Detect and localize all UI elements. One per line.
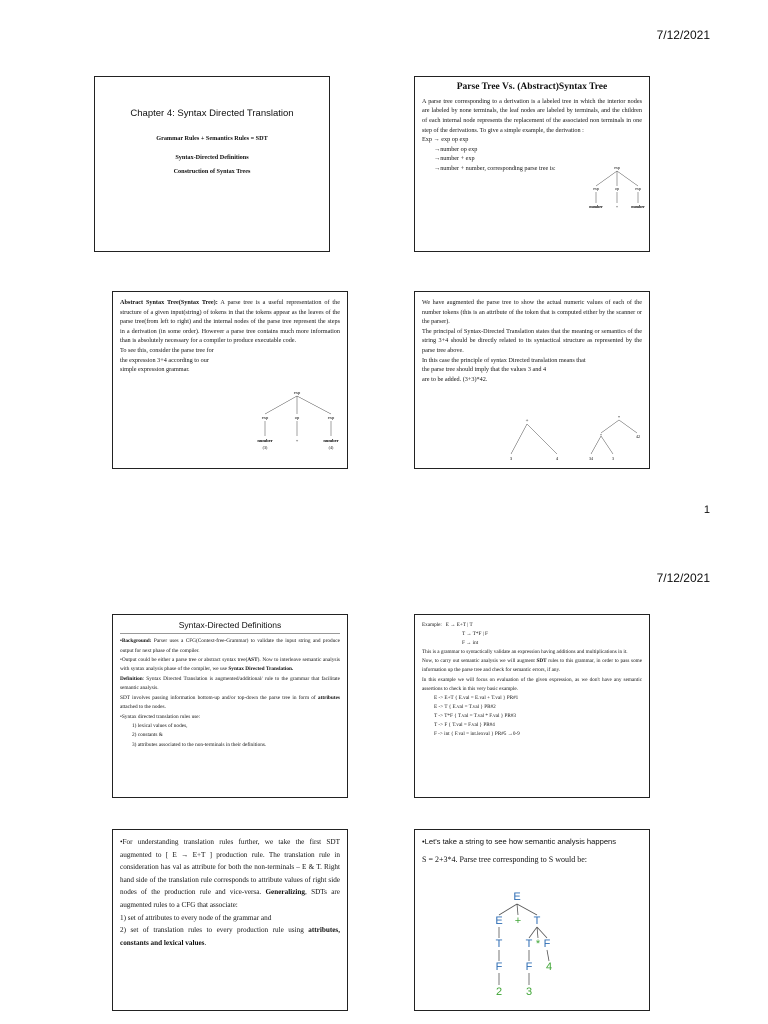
- tree-leaf: number: [323, 438, 339, 443]
- slide-heading: Parse Tree Vs. (Abstract)Syntax Tree: [456, 82, 608, 92]
- derivation-line: →number op exp: [434, 145, 478, 153]
- sdt-rule: E -> T { E.val = T.val } PR#2: [434, 703, 496, 710]
- rule-item: 3) attributes associated to the non-terminals in their definitions.: [132, 741, 267, 748]
- slide-text: AST: [247, 656, 258, 663]
- tree-node: exp: [635, 186, 641, 191]
- slide-parse-tree: [414, 76, 650, 252]
- slide-text: Construction of Syntax Trees: [173, 167, 251, 175]
- tree-leaf: +: [295, 438, 299, 443]
- slide-text: •Output could be either a parse tree or abstract syntax tree(: [120, 656, 248, 663]
- slide-text: the parse tree should imply that the values 3 and 4: [422, 366, 547, 374]
- slide-sdd-background: [112, 614, 348, 798]
- page-date: 7/12/2021: [656, 571, 710, 585]
- slide-text: Example:: [422, 622, 442, 628]
- tree-leaf: 3: [509, 456, 513, 461]
- slide-text: 2) set of translation rules to every production rule using: [120, 926, 309, 935]
- slide-text: .: [204, 938, 207, 947]
- slide-text: Syntax-Directed Definitions: [175, 154, 249, 162]
- slide-text: , SDTs are augmented rules to a CFG that associate:: [120, 888, 340, 909]
- slide-semantic-example: [414, 829, 650, 1011]
- slide-text: To see this, consider the parse tree for: [120, 347, 214, 355]
- tree-node: exp: [327, 415, 335, 420]
- tree-leaf: 34: [589, 456, 593, 461]
- sdt-rule: F -> int { F.val = int.lexval } PR#5 →0-9: [434, 731, 520, 738]
- slide-text: Grammar Rules + Semantics Rules = SDT: [156, 134, 268, 142]
- slide-paragraph: A parse tree corresponding to a derivation is a labeled tree in which the interior nodes are labeled by none terminals, the leaf nodes are labeled by terminals, and the children of each internal node represents the replacement of the associated non terminals in one step of the derivations. To give a simple example, the derivation :: [422, 97, 642, 134]
- slide-text: Now, to carry out semantic analysis we will augment: [422, 658, 537, 665]
- sdt-rule: T -> F { T.val = F.val } PR#4: [434, 722, 495, 729]
- tree-leaf: number: [631, 204, 645, 209]
- tree-leaf: 4: [555, 456, 559, 461]
- tree-leaf: +: [615, 204, 619, 209]
- tree-leaf: 2: [495, 986, 503, 998]
- slide-text: SDT: [536, 658, 547, 665]
- grammar-rule: E → E+T | T: [445, 622, 473, 628]
- tree-node: exp: [293, 390, 301, 395]
- rule-item: 2) constants &: [132, 732, 163, 739]
- slide-sdt-example: [414, 614, 650, 798]
- slide-text: ). Now to interleave semantic analysis with syntax analysis phase of the compiler, we use: [120, 656, 340, 673]
- tree-node: E: [495, 915, 503, 927]
- tree-node: T: [495, 938, 503, 950]
- tree-node: T: [533, 915, 541, 927]
- slide-lead: •Background:: [120, 638, 152, 645]
- tree-leaf: number: [257, 438, 273, 443]
- tree-leaf: number: [589, 204, 603, 209]
- slide-text: simple expression grammar.: [120, 366, 190, 374]
- slide-translation-rules: [112, 829, 348, 1011]
- slide-text: the expression 3+4 according to our: [120, 356, 209, 364]
- parse-tree-diagram: [587, 163, 647, 215]
- page-date: 7/12/2021: [656, 28, 710, 42]
- tree-node: exp: [614, 165, 620, 170]
- derivation-line: →number + number, corresponding parse tree is:: [434, 164, 556, 172]
- slide-text: •Let's take a string to see how semantic analysis happens: [422, 837, 617, 846]
- slide-paragraph: In this example we will focus on evaluation of the given expression, as we don't have any semantic assertions to check in this very basic example.: [422, 676, 642, 692]
- slide-text: Generalizing: [265, 888, 305, 897]
- slide-text: rules to this grammar, in order to pass some information up the parse tree and check for semantic errors, if any.: [422, 658, 643, 674]
- tree-node: +: [599, 432, 603, 437]
- slide-text: Syntax Directed Translation.: [228, 666, 294, 673]
- slide-lead: Abstract Syntax Tree(Syntax Tree):: [120, 299, 218, 306]
- slide-paragraph: We have augmented the parse tree to show the actual numeric values of each of the number tokens (this is an attribute of the token that is computed either by the scanner or the parser).: [422, 299, 642, 326]
- tree-node: F: [543, 938, 551, 950]
- tree-leaf: +: [514, 915, 522, 927]
- tree-node: E: [513, 891, 521, 903]
- slide-paragraph: This is a grammar to syntactically validate an expression having additions and multiplications in it.: [422, 649, 628, 656]
- slide-abstract-syntax-tree: [112, 291, 348, 469]
- page-number: 1: [703, 504, 710, 516]
- slide-paragraph: •For understanding translation rules further, we take the first SDT augmented to [ E → E+T ] production rule. The translation rule in consideration has val as attribute for both the non-terminals – E & T. Right hand side of the translation rule corresponds to attribute values of right side nodes of the production rule and vice-versa.: [120, 838, 340, 897]
- derivation-line: →number + exp: [434, 155, 475, 163]
- tree-leaf: 3: [612, 456, 614, 461]
- slide-lead: Definition: [120, 675, 143, 682]
- sdt-rule: T -> T*F { T.val = T.val * F.val } PR#3: [434, 712, 517, 719]
- tree-node: op: [615, 186, 619, 191]
- slide-text: In this case the principle of syntax Directed translation means that: [422, 356, 586, 364]
- tree-leaf: 4: [545, 961, 553, 973]
- tree-node: +: [525, 419, 529, 424]
- slide-heading: Syntax-Directed Definitions: [120, 618, 340, 634]
- grammar-rule: T → T*F | F: [462, 631, 488, 638]
- tree-value: (3): [262, 445, 268, 450]
- sdt-rule: E -> E+T { E.val = E.val + T.val } PR#1: [434, 694, 519, 701]
- slide-text: 1) set of attributes to every node of the grammar and: [120, 913, 272, 922]
- parse-tree-diagram: [251, 388, 343, 458]
- slide-paragraph: A parse tree is a useful representation of the structure of a given input(string) of tokens in that the tokens appear as the leaves of the parse tree(from left to right) and the internal nodes of the parse tree represent the steps in a derivation (in some order). However a parse tree contains much more information than is absolutely necessary for a compiler to produce executable code.: [120, 299, 340, 345]
- tree-node: op: [294, 415, 300, 420]
- tree-leaf: *: [535, 938, 541, 950]
- slide-paragraph: The principal of Syntax-Directed Translation states that the meaning or semantics of the string 3+4 should be directly related to its syntactical structure as represented by the parse tree above.: [422, 327, 642, 355]
- grammar-rule: F → int: [462, 640, 479, 647]
- rule-item: 1) lexical values of nodes,: [132, 722, 188, 729]
- tree-node: F: [495, 961, 503, 973]
- tree-value: (4): [328, 445, 334, 450]
- slide-text: attributes, constants and lexical values: [120, 926, 340, 947]
- slide-paragraph: : Syntax Directed Translation is augmented/additional/ rule to the grammar that facilitate semantic analysis.: [120, 675, 340, 692]
- slide-text: SDT involves passing information bottom-up and/or top-down the parse tree in form of: [120, 694, 318, 701]
- slide-text: •Syntax directed translation rules use:: [120, 713, 201, 720]
- tree-node: *: [618, 416, 620, 420]
- tree-node: F: [525, 961, 533, 973]
- slide-text: are to be added. (3+3)*42.: [422, 375, 488, 383]
- slide-text: attributes: [317, 694, 340, 701]
- slide-heading: Chapter 4: Syntax Directed Translation: [130, 108, 294, 119]
- tree-leaf: 3: [525, 986, 533, 998]
- tree-leaf: 42: [636, 434, 640, 439]
- slide-text: S = 2+3*4. Parse tree corresponding to S would be:: [422, 854, 587, 864]
- tree-node: exp: [261, 415, 269, 420]
- tree-node: exp: [593, 186, 599, 191]
- syntax-trees-diagram: [497, 416, 647, 464]
- slide-augmented-tree: [414, 291, 650, 469]
- slide-title: [94, 76, 330, 252]
- slide-text: attached to the nodes.: [120, 704, 166, 711]
- semantic-parse-tree: [487, 886, 567, 1011]
- derivation-line: Exp → exp op exp: [422, 136, 469, 144]
- slide-paragraph: Parser uses a CFG(Context-free-Grammar) to validate the input string and produce output for next phase of the compiler.: [120, 638, 340, 654]
- tree-node: T: [525, 938, 533, 950]
